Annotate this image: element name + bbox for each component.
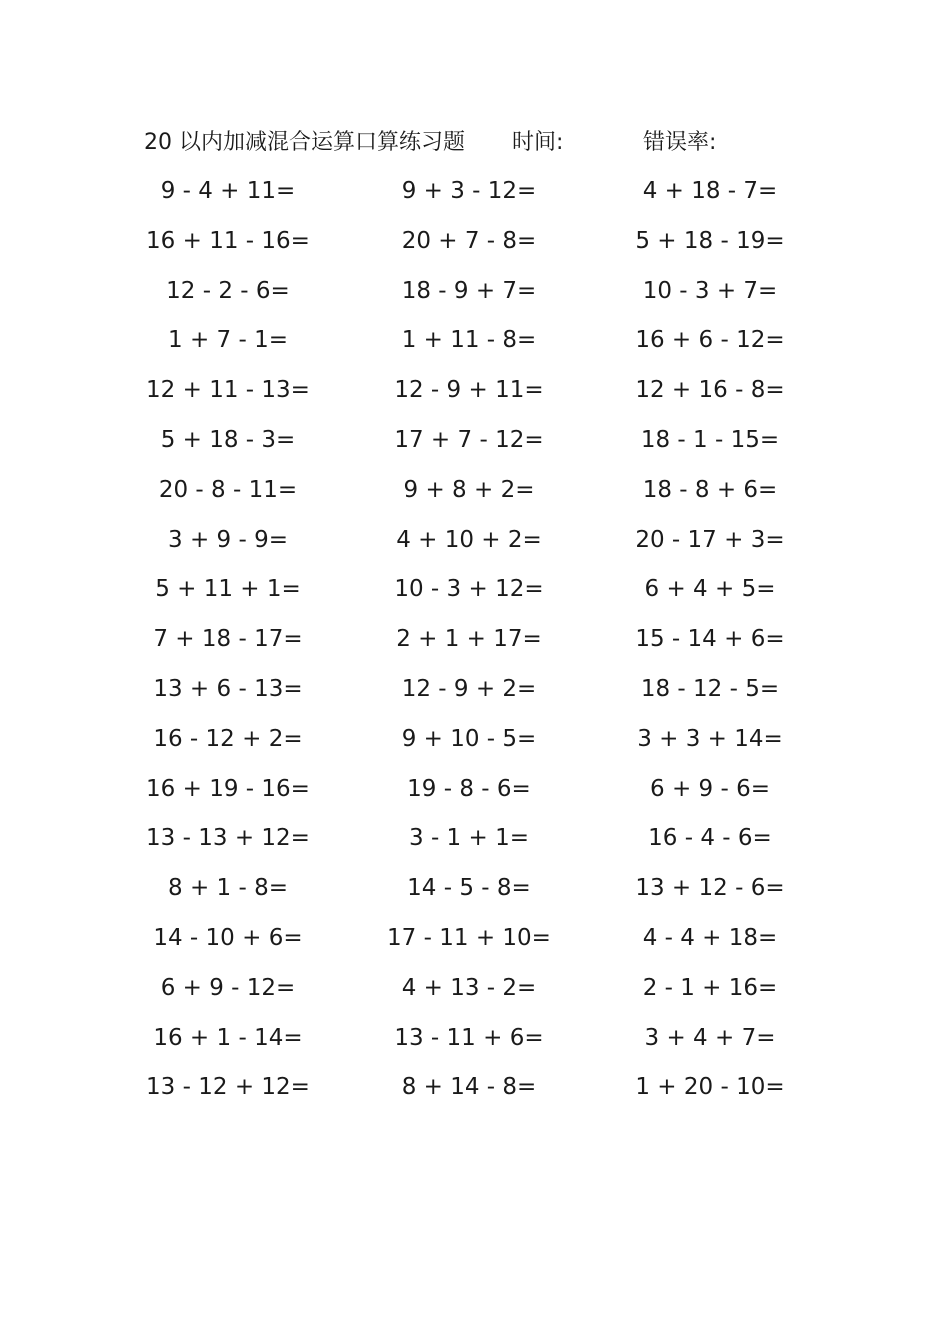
problem-item: 18 - 8 + 6= [642, 476, 778, 503]
problem-item: 12 - 9 + 2= [401, 676, 537, 702]
problem-row [0, 664, 950, 714]
problem-row [0, 315, 950, 365]
problem-item: 13 - 12 + 12= [146, 1074, 310, 1101]
problem-item: 5 + 18 - 19= [635, 227, 785, 254]
problem-item: 20 - 8 - 11= [158, 476, 298, 503]
worksheet-header [144, 126, 764, 160]
problem-row [0, 216, 950, 266]
problem-row [0, 863, 950, 913]
problem-item: 16 - 4 - 6= [648, 825, 772, 852]
problem-item: 17 + 7 - 12= [394, 427, 544, 453]
problem-item: 9 + 10 - 5= [401, 725, 537, 752]
problem-item: 6 + 4 + 5= [644, 576, 776, 603]
problem-item: 3 - 1 + 1= [409, 825, 529, 852]
problem-item: 8 + 14 - 8= [401, 1074, 537, 1101]
problem-item: 1 + 11 - 8= [401, 327, 537, 354]
problem-item: 16 + 1 - 14= [153, 1024, 303, 1051]
time-label: 时间: [512, 130, 564, 155]
problem-item: 7 + 18 - 17= [153, 626, 303, 653]
problem-row [0, 1013, 950, 1063]
problem-item: 1 + 20 - 10= [635, 1074, 785, 1101]
problem-item: 1 + 7 - 1= [168, 327, 288, 354]
problem-item: 3 + 3 + 14= [637, 725, 783, 752]
problem-item: 9 + 3 - 12= [401, 178, 537, 204]
problem-row [0, 266, 950, 316]
problem-item: 20 + 7 - 8= [401, 227, 537, 254]
problem-item: 16 - 12 + 2= [153, 725, 303, 752]
problem-item: 4 - 4 + 18= [642, 925, 778, 951]
problem-row [0, 515, 950, 565]
problem-row [0, 365, 950, 415]
problem-item: 18 - 1 - 15= [640, 427, 780, 453]
problem-row [0, 714, 950, 764]
problem-item: 12 - 2 - 6= [166, 277, 290, 304]
problem-item: 9 + 8 + 2= [403, 476, 535, 503]
problem-item: 6 + 9 - 6= [650, 775, 770, 802]
problem-item: 9 - 4 + 11= [160, 178, 296, 204]
problem-row [0, 415, 950, 465]
problem-item: 18 - 9 + 7= [401, 277, 537, 304]
error-rate-label: 错误率: [643, 130, 717, 155]
problem-item: 2 - 1 + 16= [642, 974, 778, 1001]
problem-item: 12 + 11 - 13= [146, 377, 310, 404]
problem-row [0, 963, 950, 1013]
problem-item: 10 - 3 + 7= [642, 277, 778, 304]
problem-item: 14 - 10 + 6= [153, 925, 303, 951]
problem-item: 13 - 13 + 12= [146, 825, 310, 852]
problem-item: 16 + 19 - 16= [146, 775, 310, 802]
problem-row [0, 813, 950, 863]
problem-item: 19 - 8 - 6= [407, 775, 531, 802]
worksheet-title: 20 以内加减混合运算口算练习题 [144, 130, 465, 155]
problem-item: 5 + 18 - 3= [160, 427, 296, 453]
problem-item: 4 + 13 - 2= [401, 974, 537, 1001]
problem-row [0, 1062, 950, 1112]
problem-item: 13 - 11 + 6= [394, 1024, 544, 1051]
problem-item: 5 + 11 + 1= [155, 576, 301, 603]
problem-item: 3 + 4 + 7= [644, 1024, 776, 1051]
problem-item: 4 + 10 + 2= [396, 526, 542, 553]
problem-row [0, 564, 950, 614]
problem-item: 13 + 6 - 13= [153, 676, 303, 702]
problem-row [0, 166, 950, 216]
problem-item: 17 - 11 + 10= [387, 925, 551, 951]
problem-row [0, 465, 950, 515]
problem-item: 16 + 11 - 16= [146, 227, 310, 254]
problem-row [0, 614, 950, 664]
problem-item: 20 - 17 + 3= [635, 526, 785, 553]
problem-item: 15 - 14 + 6= [635, 626, 785, 653]
problem-item: 6 + 9 - 12= [160, 974, 296, 1001]
problem-item: 10 - 3 + 12= [394, 576, 544, 603]
problem-item: 8 + 1 - 8= [168, 875, 288, 902]
problem-item: 3 + 9 - 9= [168, 526, 288, 553]
problem-item: 12 + 16 - 8= [635, 377, 785, 404]
problem-item: 2 + 1 + 17= [396, 626, 542, 653]
problem-item: 12 - 9 + 11= [394, 377, 544, 404]
problem-item: 13 + 12 - 6= [635, 875, 785, 902]
problem-item: 16 + 6 - 12= [635, 327, 785, 354]
problem-row [0, 913, 950, 963]
problem-row [0, 764, 950, 814]
problem-item: 14 - 5 - 8= [407, 875, 531, 902]
problem-item: 18 - 12 - 5= [640, 676, 780, 702]
problem-item: 4 + 18 - 7= [642, 178, 778, 204]
